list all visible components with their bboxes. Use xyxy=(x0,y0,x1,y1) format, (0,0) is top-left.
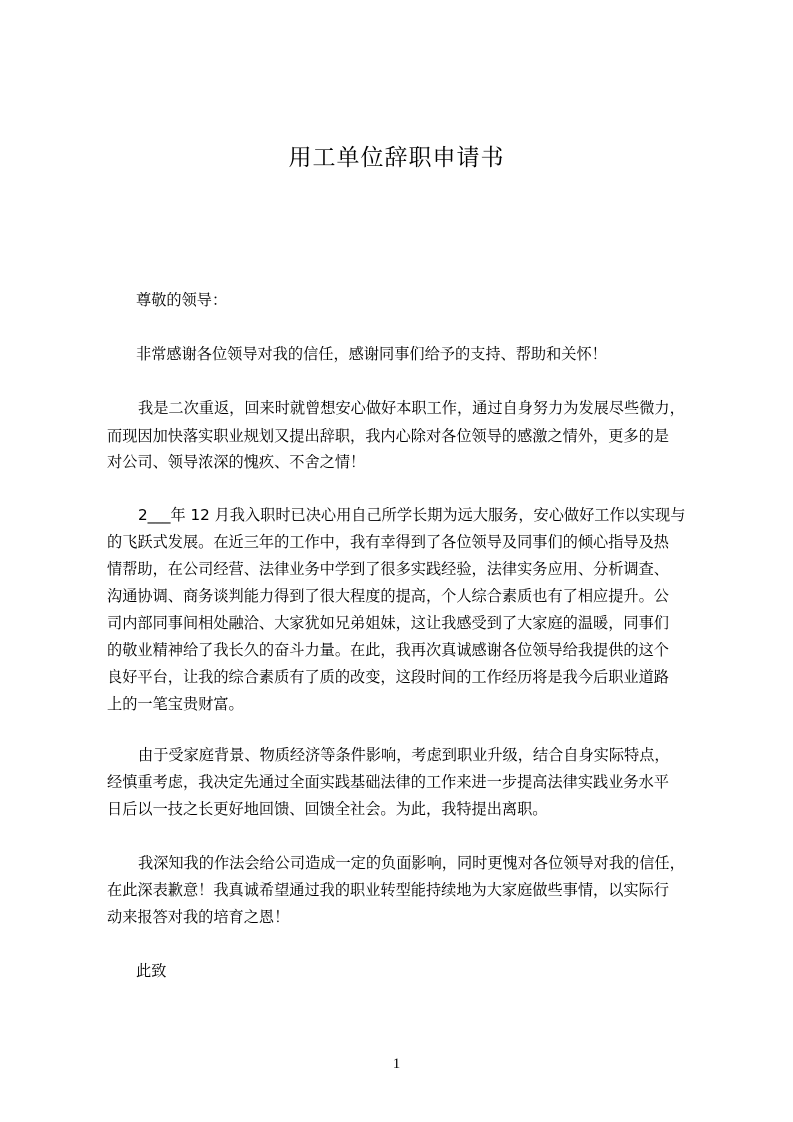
paragraph-line: 的敬业精神给了我长久的奋斗力量。在此，我再次真诚感谢各位领导给我提供的这个 xyxy=(107,641,669,659)
salutation: 尊敬的领导： xyxy=(136,291,228,309)
paragraph-line: 非常感谢各位领导对我的信任，感谢同事们给予的支持、帮助和关怀！ xyxy=(136,345,607,363)
paragraph-line: 而现因加快落实职业规划又提出辞职，我内心除对各位领导的感激之情外，更多的是 xyxy=(107,427,669,445)
paragraph-line: 情帮助，在公司经营、法律业务中学到了很多实践经验，法律实务应用、分析调查、 xyxy=(107,560,669,578)
paragraph-line: 2___年 12 月我入职时已决心用自己所学长期为远大服务，安心做好工作以实现与 xyxy=(138,506,686,524)
closing: 此致 xyxy=(136,962,167,980)
paragraph-line: 对公司、领导浓深的愧疚、不舍之情！ xyxy=(107,453,366,471)
paragraph-line: 动来报答对我的培育之恩！ xyxy=(107,908,290,926)
paragraph-line: 司内部同事间相处融洽、大家犹如兄弟姐妹，这让我感受到了大家庭的温暖，同事们 xyxy=(107,614,669,632)
paragraph-line: 沟通协调、商务谈判能力得到了很大程度的提高，个人综合素质也有了相应提升。公 xyxy=(107,587,669,605)
paragraph-line: 经慎重考虑，我决定先通过全面实践基础法律的工作来进一步提高法律实践业务水平 xyxy=(107,773,669,791)
paragraph-line: 我深知我的作法会给公司造成一定的负面影响，同时更愧对各位领导对我的信任， xyxy=(138,854,685,872)
paragraph-line: 上的一笔宝贵财富。 xyxy=(107,695,244,713)
paragraph-line: 在此深表歉意！我真诚希望通过我的职业转型能持续地为大家庭做些事情，以实际行 xyxy=(107,881,669,899)
paragraph-line: 由于受家庭背景、物质经济等条件影响，考虑到职业升级，结合自身实际特点， xyxy=(138,746,670,764)
document-title: 用工单位辞职申请书 xyxy=(288,145,505,171)
paragraph-line: 日后以一技之长更好地回馈、回馈全社会。为此，我特提出离职。 xyxy=(107,800,548,818)
paragraph-line: 良好平台，让我的综合素质有了质的改变，这段时间的工作经历将是我今后职业道路 xyxy=(107,668,669,686)
paragraph-line: 我是二次重返，回来时就曾想安心做好本职工作，通过自身努力为发展尽些微力， xyxy=(138,399,685,417)
page-number: 1 xyxy=(392,1056,401,1072)
paragraph-line: 的飞跃式发展。在近三年的工作中，我有幸得到了各位领导及同事们的倾心指导及热 xyxy=(107,533,669,551)
